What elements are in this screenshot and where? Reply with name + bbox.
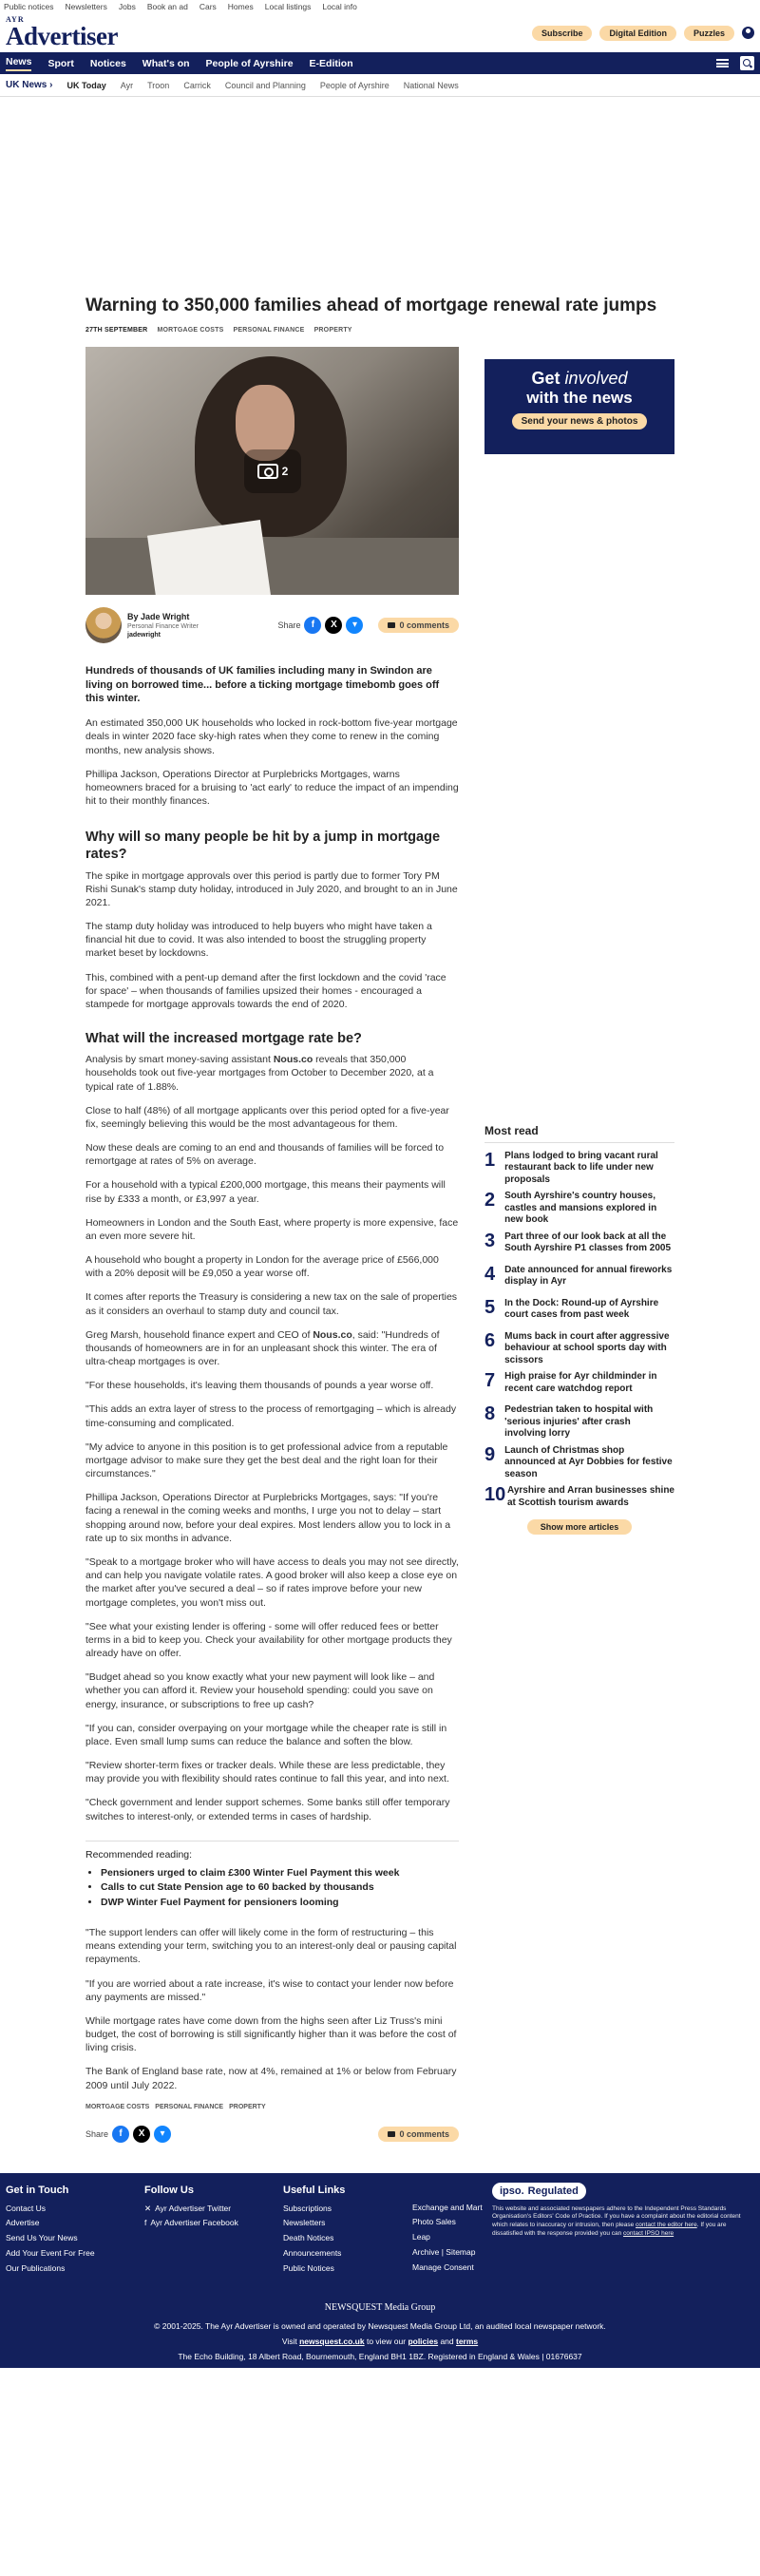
paragraph: Homeowners in London and the South East, where property is more expensive, face an even more severe hit. <box>86 1216 459 1242</box>
footer-link-leap[interactable]: Leap <box>412 2232 430 2242</box>
util-link-local-info[interactable]: Local info <box>322 2 357 11</box>
advert-space <box>0 97 760 295</box>
most-read-headline[interactable]: Plans lodged to bring vacant rural restaurant back to life under new proposals <box>504 1150 658 1185</box>
nav-news[interactable]: News <box>6 56 31 71</box>
subnav-council-planning[interactable]: Council and Planning <box>224 80 306 90</box>
subnav-national-news[interactable]: National News <box>403 80 459 90</box>
paragraph: "This adds an extra layer of stress to the process of remortgaging – which is already time-consuming and complicated. <box>86 1403 457 1429</box>
rank-number: 2 <box>484 1190 496 1212</box>
subscribe-button[interactable]: Subscribe <box>532 26 593 41</box>
tag-property[interactable]: PROPERTY <box>314 326 352 334</box>
paragraph: The Bank of England base rate, now at 4%, remained at 1% or below from February 2009 until July 2022. <box>86 2066 457 2091</box>
footer-col-follow-us <box>144 2185 258 2277</box>
paragraph: "My advice to anyone in this position is to get professional advice from a reputable mortgage advisor to make sure they get the best deal and the right loan for their circumstances." <box>86 1441 448 1480</box>
most-read-item[interactable] <box>484 1191 674 1227</box>
primary-nav <box>0 52 760 74</box>
footer-link-advertise[interactable]: Advertise <box>6 2218 40 2228</box>
ipso-badge-label: Regulated <box>527 2185 579 2197</box>
search-icon[interactable] <box>740 56 754 70</box>
most-read-item[interactable] <box>484 1151 674 1187</box>
footer-heading: Follow Us <box>144 2184 194 2196</box>
article-column <box>86 347 459 2145</box>
get-involved-promo <box>484 359 674 454</box>
footer-link-facebook[interactable] <box>144 2216 258 2231</box>
show-more-articles-button[interactable]: Show more articles <box>527 1519 632 1535</box>
article-layout <box>86 347 674 2145</box>
paragraph: "If you can, consider overpaying on your mortgage while the cheaper rate is still in place. Even small lump sums can reduce the balance and soften the blow. <box>86 1722 447 1747</box>
logo-small-text: AYR <box>6 15 25 24</box>
most-read-headline[interactable]: Launch of Christmas shop announced at Ayr Dobbies for festive season <box>504 1444 673 1479</box>
ipso-logo-icon: ipso. <box>500 2185 524 2197</box>
paragraph: Phillipa Jackson, Operations Director at Purplebricks Mortgages, warns homeowners braced for a bruising to 'act early' to reduce the impact of an impending hit to their monthly finances. <box>86 768 459 808</box>
comments-button[interactable] <box>378 2127 459 2142</box>
footer-link-photo-sales[interactable]: Photo Sales <box>412 2217 456 2227</box>
most-read-item[interactable] <box>484 1485 674 1514</box>
author-name[interactable]: By Jade Wright <box>127 611 190 621</box>
newsquest-link[interactable]: newsquest.co.uk <box>299 2336 365 2346</box>
footer-link-announcements[interactable]: Announcements <box>283 2247 342 2258</box>
subheading: What will the increased mortgage rate be? <box>86 1031 362 1047</box>
article-meta <box>86 327 665 334</box>
rank-number: 9 <box>484 1443 496 1465</box>
facebook-icon[interactable]: f <box>304 617 321 634</box>
puzzles-button[interactable]: Puzzles <box>684 26 734 41</box>
article-body <box>86 664 459 2145</box>
subheading: Why will so many people be hit by a jump in mortgage rates? <box>86 830 441 863</box>
footer-link-subscriptions[interactable]: Subscriptions <box>283 2203 332 2213</box>
comment-icon <box>388 2131 395 2137</box>
hero-image-sofa <box>86 538 459 595</box>
subnav-people-of-ayrshire[interactable]: People of Ayrshire <box>319 80 390 90</box>
contact-ipso-link[interactable]: contact IPSO here <box>623 2230 674 2237</box>
util-link-book-ad[interactable]: Book an ad <box>146 2 188 11</box>
subnav-troon[interactable]: Troon <box>147 80 170 90</box>
author-avatar[interactable] <box>86 607 122 643</box>
footer-link-publications[interactable]: Our Publications <box>6 2262 66 2273</box>
util-link-homes[interactable]: Homes <box>227 2 254 11</box>
paragraph: "For these households, it's leaving them thousands of pounds a year worse off. <box>86 1380 434 1392</box>
policies-line <box>0 2334 760 2349</box>
most-read-headline[interactable]: Mums back in court after aggressive behaviour at school sports day with scissors <box>504 1330 670 1365</box>
utility-nav <box>0 0 760 13</box>
byline <box>86 605 459 645</box>
site-logo[interactable] <box>6 16 118 49</box>
facebook-icon: f <box>144 2218 147 2228</box>
text: and <box>438 2336 456 2346</box>
nav-people-of-ayrshire[interactable]: People of Ayrshire <box>205 57 294 69</box>
paragraph: "Review shorter-term fixes or tracker deals. While these are less predictable, they may provide you with flexibility should rates continue to fall this year, and into next. <box>86 1760 449 1785</box>
paragraph: "See what your existing lender is offering - some will offer reduced fees or better terms in a bid to keep you. Check your availability for other mortgage products they already have on offer. <box>86 1620 452 1660</box>
subnav-uk-today[interactable]: UK Today <box>66 80 106 90</box>
copyright-text: © 2001-2025. The Ayr Advertiser is owned and operated by Newsquest Media Group Ltd, an audited local newspaper network. <box>154 2320 606 2331</box>
policies-link[interactable]: policies <box>408 2336 439 2346</box>
gallery-count: 2 <box>281 464 289 478</box>
recommended-link[interactable]: • Pensioners urged to claim £300 Winter Fuel Payment this week <box>101 1866 459 1881</box>
footer-link-archive-sitemap[interactable]: Archive | Sitemap <box>412 2246 476 2257</box>
text: reveals that 350,000 households took out five-year mortgages from October to December 2020, at a typical rate of 1.88%. <box>86 1054 434 1093</box>
text: Visit <box>281 2336 300 2346</box>
footer-link-add-event[interactable]: Add Your Event For Free <box>6 2247 95 2258</box>
paragraph: An estimated 350,000 UK households who locked in rock-bottom five-year mortgage deals in winter 2020 face sky-high rates when they come to renew in the coming months, new analysis shows. <box>86 717 458 756</box>
most-read-item[interactable] <box>484 1298 674 1326</box>
bluesky-icon[interactable]: ▾ <box>346 617 363 634</box>
x-icon[interactable]: X <box>133 2126 150 2143</box>
bluesky-icon[interactable]: ▾ <box>154 2126 171 2143</box>
paragraph: Phillipa Jackson, Operations Director at Purplebricks Mortgages, says: "If you're facing a renewal in the coming weeks and months, I urge you not to delay – start shopping around now, before your deal expires. Most lenders allow you to lock in a rate up to six months in advance. <box>86 1492 451 1544</box>
recommended-list <box>86 1866 459 1911</box>
recommended-label: Recommended reading: <box>86 1848 193 1860</box>
brand-header <box>0 13 760 52</box>
promo-subheading: with the news <box>526 388 633 407</box>
paragraph: For a household with a typical £200,000 mortgage, this means their payments will rise by £333 a month, or £3,997 a year. <box>86 1179 446 1205</box>
footer-col-useful-links <box>283 2185 388 2277</box>
author-role: Personal Finance Writer <box>127 622 199 630</box>
comments-button[interactable] <box>378 618 459 633</box>
comments-count: 0 comments <box>399 620 449 630</box>
rank-number: 8 <box>484 1403 496 1425</box>
paragraph <box>86 1328 459 1369</box>
most-read <box>484 1124 674 1536</box>
x-icon[interactable]: X <box>325 617 342 634</box>
article-header <box>86 295 665 334</box>
nav-tools <box>716 56 754 70</box>
footer-link-manage-consent[interactable]: Manage Consent <box>412 2261 474 2272</box>
footer-link-label: Ayr Advertiser Twitter <box>155 2203 232 2213</box>
recommended-link[interactable]: • DWP Winter Fuel Payment for pensioners looming <box>101 1896 459 1911</box>
comments-count: 0 comments <box>399 2128 449 2139</box>
rank-number: 6 <box>484 1329 496 1351</box>
text: , said: "Hundreds of thousands of homeowners are in for an unpleasant shock this winter. The era of ultra-cheap mortgages is over. <box>86 1328 440 1368</box>
rank-number: 5 <box>484 1296 496 1318</box>
recommended-link[interactable]: • Calls to cut State Pension age to 60 backed by thousands <box>101 1880 459 1896</box>
subnav-carrick[interactable]: Carrick <box>183 80 211 90</box>
footer-col-get-in-touch <box>6 2185 120 2277</box>
rank-number: 7 <box>484 1370 496 1392</box>
hero-image-letter <box>147 520 271 595</box>
nav-whats-on[interactable]: What's on <box>142 57 190 69</box>
digital-edition-button[interactable]: Digital Edition <box>599 26 676 41</box>
tag-mortgage-costs[interactable]: MORTGAGE COSTS <box>86 2103 150 2110</box>
nav-notices[interactable]: Notices <box>89 57 126 69</box>
footer-link-exchange-mart[interactable]: Exchange and Mart <box>412 2202 483 2212</box>
paragraph: "If you are worried about a rate increase, it's wise to contact your lender now before any payments are missed." <box>86 1977 454 2003</box>
article-date: 27TH SEPTEMBER <box>86 326 148 334</box>
util-link-jobs[interactable]: Jobs <box>118 2 136 11</box>
most-read-headline[interactable]: Pedestrian taken to hospital with 'serious injuries' after crash involving lorry <box>504 1404 654 1440</box>
facebook-icon[interactable]: f <box>112 2126 129 2143</box>
most-read-headline[interactable]: Ayrshire and Arran businesses shine at Scottish tourism awards <box>507 1485 674 1508</box>
share-label: Share <box>86 2128 109 2139</box>
header-actions <box>532 26 754 41</box>
most-read-item[interactable] <box>484 1371 674 1400</box>
article-tags-bottom <box>86 2104 459 2110</box>
most-read-headline[interactable]: In the Dock: Round-up of Ayrshire court cases from past week <box>504 1297 659 1321</box>
promo-get: Get <box>531 368 560 388</box>
camera-icon <box>257 464 278 479</box>
x-icon: ✕ <box>144 2203 152 2213</box>
paragraph: "Check government and lender support schemes. Some banks still offer temporary switches to interest-only, or extended terms in cases of hardship. <box>86 1797 450 1822</box>
promo-involved: involved <box>564 368 628 388</box>
footer-link-death-notices[interactable]: Death Notices <box>283 2233 334 2243</box>
site-footer <box>0 2173 760 2368</box>
promo-heading <box>484 369 674 389</box>
rank-number: 1 <box>484 1149 496 1171</box>
footer-link-public-notices[interactable]: Public Notices <box>283 2262 334 2273</box>
ipso-statement <box>492 2205 754 2239</box>
paragraph: It comes after reports the Treasury is considering a new tax on the sale of properties as it considers an overhaul to stamp duty and council tax. <box>86 1291 458 1317</box>
text: to view our <box>364 2336 408 2346</box>
paragraph: Now these deals are coming to an end and thousands of families will be forced to remortgage at rates of 5% on average. <box>86 1142 445 1168</box>
footer-heading: Get in Touch <box>6 2184 69 2196</box>
paragraph: While mortgage rates have come down from the highs seen after Liz Truss's mini budget, the cost of borrowing is still significantly higher than it was before the cost of living crisis. <box>86 2014 457 2054</box>
footer-link-newsletters[interactable]: Newsletters <box>283 2218 326 2228</box>
nous-link[interactable]: Nous.co <box>313 1328 352 1341</box>
util-link-local-listings[interactable]: Local listings <box>264 2 312 11</box>
recommended-reading <box>86 1841 459 1911</box>
tag-property[interactable]: PROPERTY <box>229 2103 266 2110</box>
tag-personal-finance[interactable]: PERSONAL FINANCE <box>155 2103 224 2110</box>
rank-number: 10 <box>484 1484 506 1506</box>
text: This website and associated newspapers adhere to the Independent Press Standards Organisation's Editors' Code of Practice. If you have a complaint about the editorial content which relates to inaccuracy or intrusion, then please <box>492 2204 741 2229</box>
nav-sport[interactable]: Sport <box>48 57 74 69</box>
hero-image[interactable] <box>86 347 459 595</box>
most-read-headline[interactable]: High praise for Ayr childminder in recent care watchdog report <box>504 1371 657 1394</box>
util-link-cars[interactable]: Cars <box>199 2 217 11</box>
text: . If you are dissatisfied with the response provided you can <box>492 2222 727 2237</box>
section-subnav <box>0 74 760 97</box>
rank-number: 4 <box>484 1263 496 1285</box>
most-read-item[interactable] <box>484 1404 674 1441</box>
footer-link-send-news[interactable]: Send Us Your News <box>6 2233 78 2243</box>
article-lead: Hundreds of thousands of UK families including many in Swindon are living on borrowed time... before a ticking mortgage timebomb goes off this winter. <box>86 664 440 705</box>
paragraph: "Speak to a mortgage broker who will have access to deals you may not see directly, and can help you navigate volatile rates. A good broker will also keep a close eye on the market after you've secured a deal – so if rates improve before your new mortgage completes, you won't miss out. <box>86 1555 459 1609</box>
article-title: Warning to 350,000 families ahead of mortgage renewal rate jumps <box>86 296 657 315</box>
ipso-badge[interactable] <box>492 2183 586 2200</box>
user-account-icon[interactable] <box>742 27 754 39</box>
most-read-title: Most read <box>484 1124 674 1143</box>
share-bar-bottom <box>86 2124 459 2145</box>
most-read-item[interactable] <box>484 1231 674 1260</box>
most-read-headline[interactable]: Date announced for annual fireworks display in Ayr <box>504 1264 673 1288</box>
most-read-headline[interactable]: South Ayrshire's country houses, castles and mansions explored in new book <box>504 1191 657 1226</box>
paragraph: "The support lenders can offer will likely come in the form of restructuring – this means extending your term, switching you to an interest-only deal or pausing capital repayments. <box>86 1926 457 1966</box>
subnav-section-uk-news[interactable]: UK News › <box>6 80 53 90</box>
most-read-headline[interactable]: Part three of our look back at all the South Ayrshire P1 classes from 2005 <box>504 1231 672 1254</box>
comment-icon <box>388 622 395 628</box>
nous-link[interactable]: Nous.co <box>273 1054 314 1066</box>
logo-main-text: Advertiser <box>6 22 118 50</box>
tag-personal-finance[interactable]: PERSONAL FINANCE <box>233 326 305 334</box>
paragraph <box>86 1053 459 1094</box>
paragraph: "Budget ahead so you know exactly what your new payment will look like – and whether you can afford it. Review your household spending: could you save on energy, insurance, or subscriptions to free up cash? <box>86 1671 435 1710</box>
address-text: The Echo Building, 18 Albert Road, Bournemouth, England BH1 1BZ. Registered in England & Wales | 01676637 <box>178 2351 582 2361</box>
footer-link-contact[interactable]: Contact Us <box>6 2203 47 2213</box>
footer-link-twitter[interactable] <box>144 2202 258 2217</box>
ipso-block <box>492 2183 754 2239</box>
util-link-public-notices[interactable]: Public notices <box>4 2 54 11</box>
terms-link[interactable]: terms <box>456 2336 479 2346</box>
menu-icon[interactable] <box>716 59 729 67</box>
footer-link-label: Ayr Advertiser Facebook <box>150 2218 238 2228</box>
text: Greg Marsh, household finance expert and CEO of <box>86 1328 314 1341</box>
tag-mortgage-costs[interactable]: MORTGAGE COSTS <box>157 326 224 334</box>
gallery-button[interactable] <box>244 449 301 493</box>
paragraph: The spike in mortgage approvals over this period is partly due to former Tory PM Rishi Sunak's stamp duty holiday, introduced in July 2020, and brought to an in June 2021. <box>86 869 458 908</box>
share-bar <box>277 617 459 634</box>
paragraph: Close to half (48%) of all mortgage applicants over this period opted for a five-year fix, seemingly believing this would be the most advantageous for them. <box>86 1104 449 1130</box>
subnav-ayr[interactable]: Ayr <box>120 80 134 90</box>
paragraph: This, combined with a pent-up demand after the first lockdown and the covid 'race for space' – when thousands of families upsized their homes - encouraged a stampede for mortgage approvals towards the end of 2020. <box>86 971 446 1010</box>
rank-number: 3 <box>484 1230 496 1251</box>
nav-e-edition[interactable]: E-Edition <box>309 57 353 69</box>
author-twitter[interactable]: jadewright <box>127 631 162 639</box>
share-label: Share <box>277 620 301 630</box>
most-read-item[interactable] <box>484 1265 674 1293</box>
contact-editor-link[interactable]: contact the editor here <box>636 2222 697 2229</box>
paragraph: A household who bought a property in London for the average price of £566,000 with a 20% deposit will be £9,050 a year worse off. <box>86 1254 439 1280</box>
most-read-item[interactable] <box>484 1445 674 1481</box>
util-link-newsletters[interactable]: Newsletters <box>65 2 107 11</box>
footer-heading: Useful Links <box>283 2184 346 2196</box>
newsquest-logo: NEWSQUEST Media Group <box>324 2301 436 2313</box>
text: Analysis by smart money-saving assistant <box>86 1054 274 1066</box>
footer-legal <box>0 2302 760 2364</box>
paragraph: The stamp duty holiday was introduced to help buyers who might have taken a financial hit due to covid. It was also intended to boost the struggling property market beset by lockdowns. <box>86 921 432 960</box>
author-details <box>127 612 199 639</box>
most-read-item[interactable] <box>484 1331 674 1367</box>
send-news-button[interactable]: Send your news & photos <box>512 413 648 429</box>
